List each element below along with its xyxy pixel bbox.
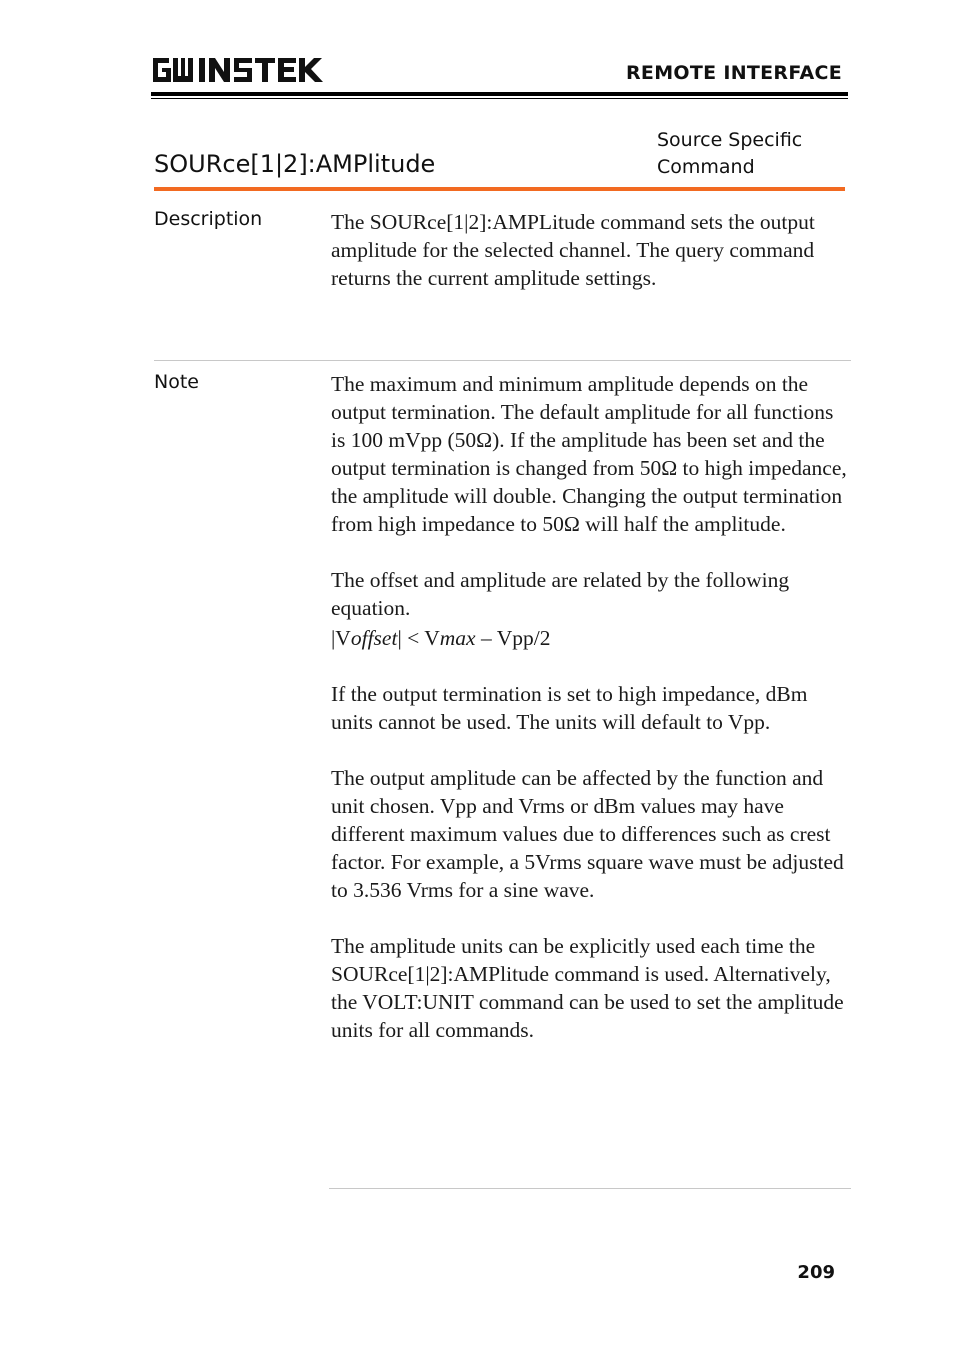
- eq-tail: – Vpp/2: [475, 626, 551, 650]
- note-paragraph-2: The offset and amplitude are related by the following equation.: [331, 568, 790, 620]
- note-text: [331, 370, 851, 1044]
- note-equation: [331, 624, 851, 652]
- description-text: [331, 208, 851, 292]
- row-divider: [154, 360, 851, 361]
- row-divider-bottom: [329, 1188, 851, 1189]
- eq-max: max: [439, 626, 476, 650]
- command-name: SOURce[1|2]:AMPlitude: [154, 150, 436, 178]
- command-type-line1: Source Specific: [657, 129, 803, 151]
- page-number: 209: [797, 1262, 835, 1283]
- description-paragraph: The SOURce[1|2]:AMPLitude command sets the output amplitude for the selected channel. The query command returns the current amplitude settings.: [331, 210, 815, 290]
- note-paragraph-1: The maximum and minimum amplitude depends on the output termination. The default amplitude for all functions is 100 mVpp (50Ω). If the amplitude has been set and the output termination is changed from 50Ω to high impedance, the amplitude will double. Changing the output termination from high impedance to 50Ω will half the amplitude.: [331, 372, 847, 536]
- header-rule-thin: [151, 98, 848, 99]
- command-type-line2: Command: [657, 156, 755, 178]
- eq-bar-open: |V: [331, 626, 351, 650]
- command-type: [657, 127, 802, 181]
- note-paragraph-3: If the output termination is set to high impedance, dBm units cannot be used. The units will default to Vpp.: [331, 682, 808, 734]
- note-paragraph-5: The amplitude units can be explicitly used each time the SOURce[1|2]:AMPlitude command is used. Alternatively, the VOLT:UNIT command can be used to set the amplitude units for all commands.: [331, 934, 844, 1042]
- header-rule: [151, 92, 848, 96]
- command-rule: [154, 187, 845, 191]
- note-label: Note: [154, 371, 199, 393]
- section-title: REMOTE INTERFACE: [626, 62, 842, 84]
- gw-instek-logo: [153, 56, 325, 84]
- eq-offset: offset: [350, 626, 398, 650]
- description-label: Description: [154, 208, 263, 230]
- eq-bar-close: | < V: [397, 626, 440, 650]
- note-paragraph-4: The output amplitude can be affected by the function and unit chosen. Vpp and Vrms or dBm values may have different maximum values due to differences such as crest factor. For example, a 5Vrms square wave must be adjusted to 3.536 Vrms for a sine wave.: [331, 766, 844, 902]
